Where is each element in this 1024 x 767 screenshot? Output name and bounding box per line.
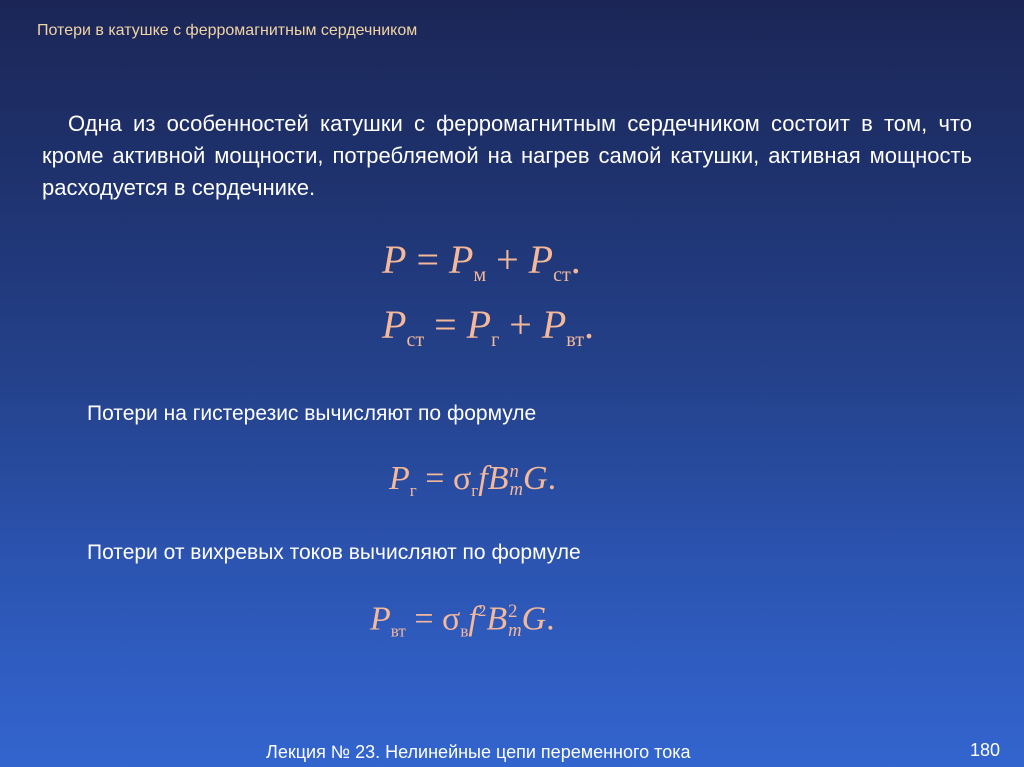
page-number: 180 [969,740,1000,760]
slide-title: Потери в катушке с ферромагнитным сердечником [37,22,418,39]
eddy-current-caption: Потери от вихревых токов вычисляют по формуле [87,541,581,564]
footer-lecture-title: Лекция № 23. Нелинейные цепи переменного тока [266,742,691,762]
formula-core-power: $P_{ст} = P_г + P_{вт}$. [382,302,594,351]
intro-paragraph: Одна из особенностей катушки с ферромагнитным сердечником состоит в том, что кроме активной мощности, потребляемой на нагрев самой катушки, активная мощность расходуется в сердечнике. [42,111,972,200]
formula-eddy-loss: $P_{вт} = \sigma_вf^2B$ 2 m G. [370,600,555,641]
formula-total-power: $P = P_м + P_{ст}$. [382,237,581,286]
formula-hysteresis-loss: $P_г = \sigma_гfB$ n m G. [389,460,557,501]
hysteresis-caption: Потери на гистерезис вычисляют по формуле [87,402,537,425]
